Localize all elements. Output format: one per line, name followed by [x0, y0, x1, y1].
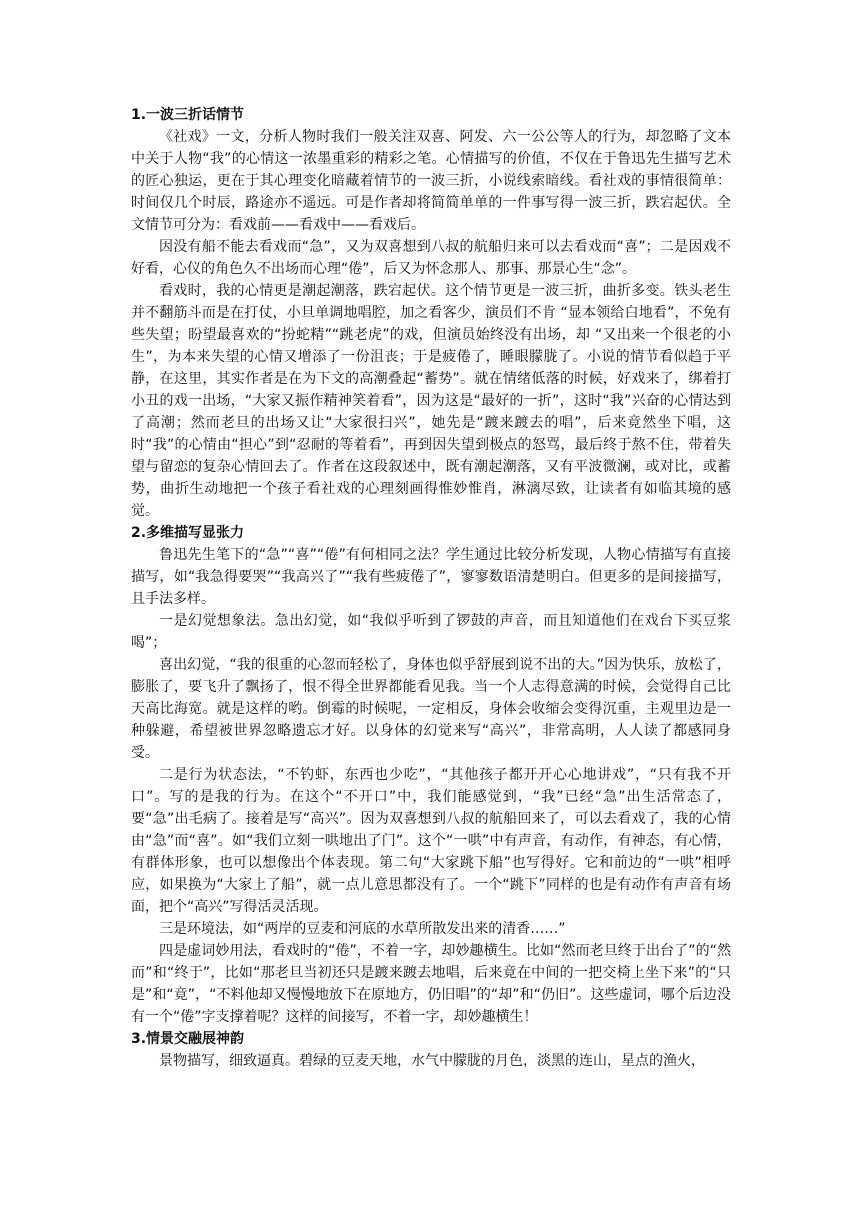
section-heading-description: 2.多维描写显张力 — [131, 525, 245, 541]
paragraph: 因没有船不能去看戏而“急”，又为双喜想到八叔的航船归来可以去看戏而“喜”；二是因戏不好看，心仪的角色久不出场而心理“倦”，后又为怀念那人、那事、那景心生“念”。 — [131, 239, 731, 277]
paragraph: 三是环境法，如“两岸的豆麦和河底的水草所散发出来的清香……” — [159, 921, 566, 937]
paragraph: 看戏时，我的心情更是潮起潮落，跌宕起伏。这个情节更是一波三折，曲折多变。铁头老生并不翻筋斗而是在打仗，小旦单调地唱腔，加之看客少，演员们不肯 “显本领给白地看”，不免有些失望；盼望最喜欢的“扮蛇精”“跳老虎”的戏，但演员始终没有出场，却 “又出来一个很老的小生”，为本来失望的心情又增添了一份沮丧；于是疲倦了，睡眼朦胧了。小说的情节看似趋于平静，在这里，其实作者是在为下文的高潮叠起“蓄势”。就在情绪低落的时候，好戏来了，绑着打小丑的戏一出场，“大家又振作精神笑着看”，因为这是“最好的一折”，这时“我”兴奋的心情达到了高潮；然而老旦的出场又让“大家很扫兴”，她先是“踱来踱去的唱”，后来竟然坐下唱，这时“我”的心情由“担心”到“忍耐的等着看”，再到因失望到极点的怒骂，最后终于熬不住，带着失望与留恋的复杂心情回去了。作者在这段叙述中，既有潮起潮落，又有平波微澜，或对比，或蓄势，曲折生动地把一个孩子看社戏的心理刻画得惟妙惟肖，淋漓尽致，让读者有如临其境的感觉。 — [131, 283, 731, 519]
paragraph: 喜出幻觉，“我的很重的心忽而轻松了，身体也似乎舒展到说不出的大。”因为快乐，放松了，膨胀了，要飞升了飘扬了，恨不得全世界都能看见我。当一个人志得意满的时候，会觉得自己比天高比海宽。就是这样的哟。倒霉的时候呢，一定相反，身体会收缩会变得沉重，主观里边是一种躲避，希望被世界忽略遗忘才好。以身体的幻觉来写“高兴”，非常高明，人人读了都感同身受。 — [131, 657, 731, 761]
paragraph: 二是行为状态法，“不钓虾，东西也少吃”，“其他孩子都开开心心地讲戏”，“只有我不开口”。写的是我的行为。在这个“不开口”中，我们能感觉到，“我”已经“急”出生活常态了，要“急”出毛病了。接着是写“高兴”。因为双喜想到八叔的航船回来了，可以去看戏了，我的心情由“急”而“喜”。如“我们立刻一哄地出了门”。这个“一哄”中有声音，有动作，有神态，有心情，有群体形象，也可以想像出个体表现。第二句“大家跳下船”也写得好。它和前边的“一哄”相呼应，如果换为“大家上了船”，就一点儿意思都没有了。一个“跳下”同样的也是有动作有声音有场面，把个“高兴”写得活灵活现。 — [131, 767, 731, 915]
paragraph: 四是虚词妙用法，看戏时的“倦”，不着一字，却妙趣横生。比如“然而老旦终于出台了”的“然而”和“终于”，比如“那老旦当初还只是踱来踱去地唱，后来竟在中间的一把交椅上坐下来”的“只是”和“竟”，“不料他却又慢慢地放下在原地方，仍旧唱”的“却”和“仍旧”。这些虚词，哪个后边没有一个“倦”字支撑着呢？这样的间接写，不着一字，却妙趣横生！ — [131, 943, 731, 1025]
paragraph: 一是幻觉想象法。急出幻觉，如“我似乎听到了锣鼓的声音，而且知道他们在戏台下买豆浆喝”； — [131, 613, 731, 651]
paragraph: 景物描写，细致逼真。碧绿的豆麦天地，水气中朦胧的月色，淡黑的连山，星点的渔火， — [159, 1053, 705, 1069]
paragraph: 鲁迅先生笔下的“急”“喜”“倦”有何相同之法？学生通过比较分析发现，人物心情描写有直接描写，如“我急得要哭”“我高兴了”“我有些疲倦了”，寥寥数语清楚明白。但更多的是间接描写，且手法多样。 — [131, 547, 731, 607]
document-page — [131, 104, 731, 1072]
section-heading-scenery: 3.情景交融展神韵 — [131, 1031, 245, 1047]
section-heading-plot: 1.一波三折话情节 — [131, 107, 245, 123]
paragraph: 《社戏》一文，分析人物时我们一般关注双喜、阿发、六一公公等人的行为，却忽略了文本中关于人物“我”的心情这一浓墨重彩的精彩之笔。心情描写的价值，不仅在于鲁迅先生描写艺术的匠心独运，更在于其心理变化暗藏着情节的一波三折，小说线索暗线。看社戏的事情很简单：时间仅几个时辰，路途亦不遥远。可是作者却将简简单单的一件事写得一波三折，跌宕起伏。全文情节可分为：看戏前——看戏中——看戏后。 — [131, 129, 731, 233]
